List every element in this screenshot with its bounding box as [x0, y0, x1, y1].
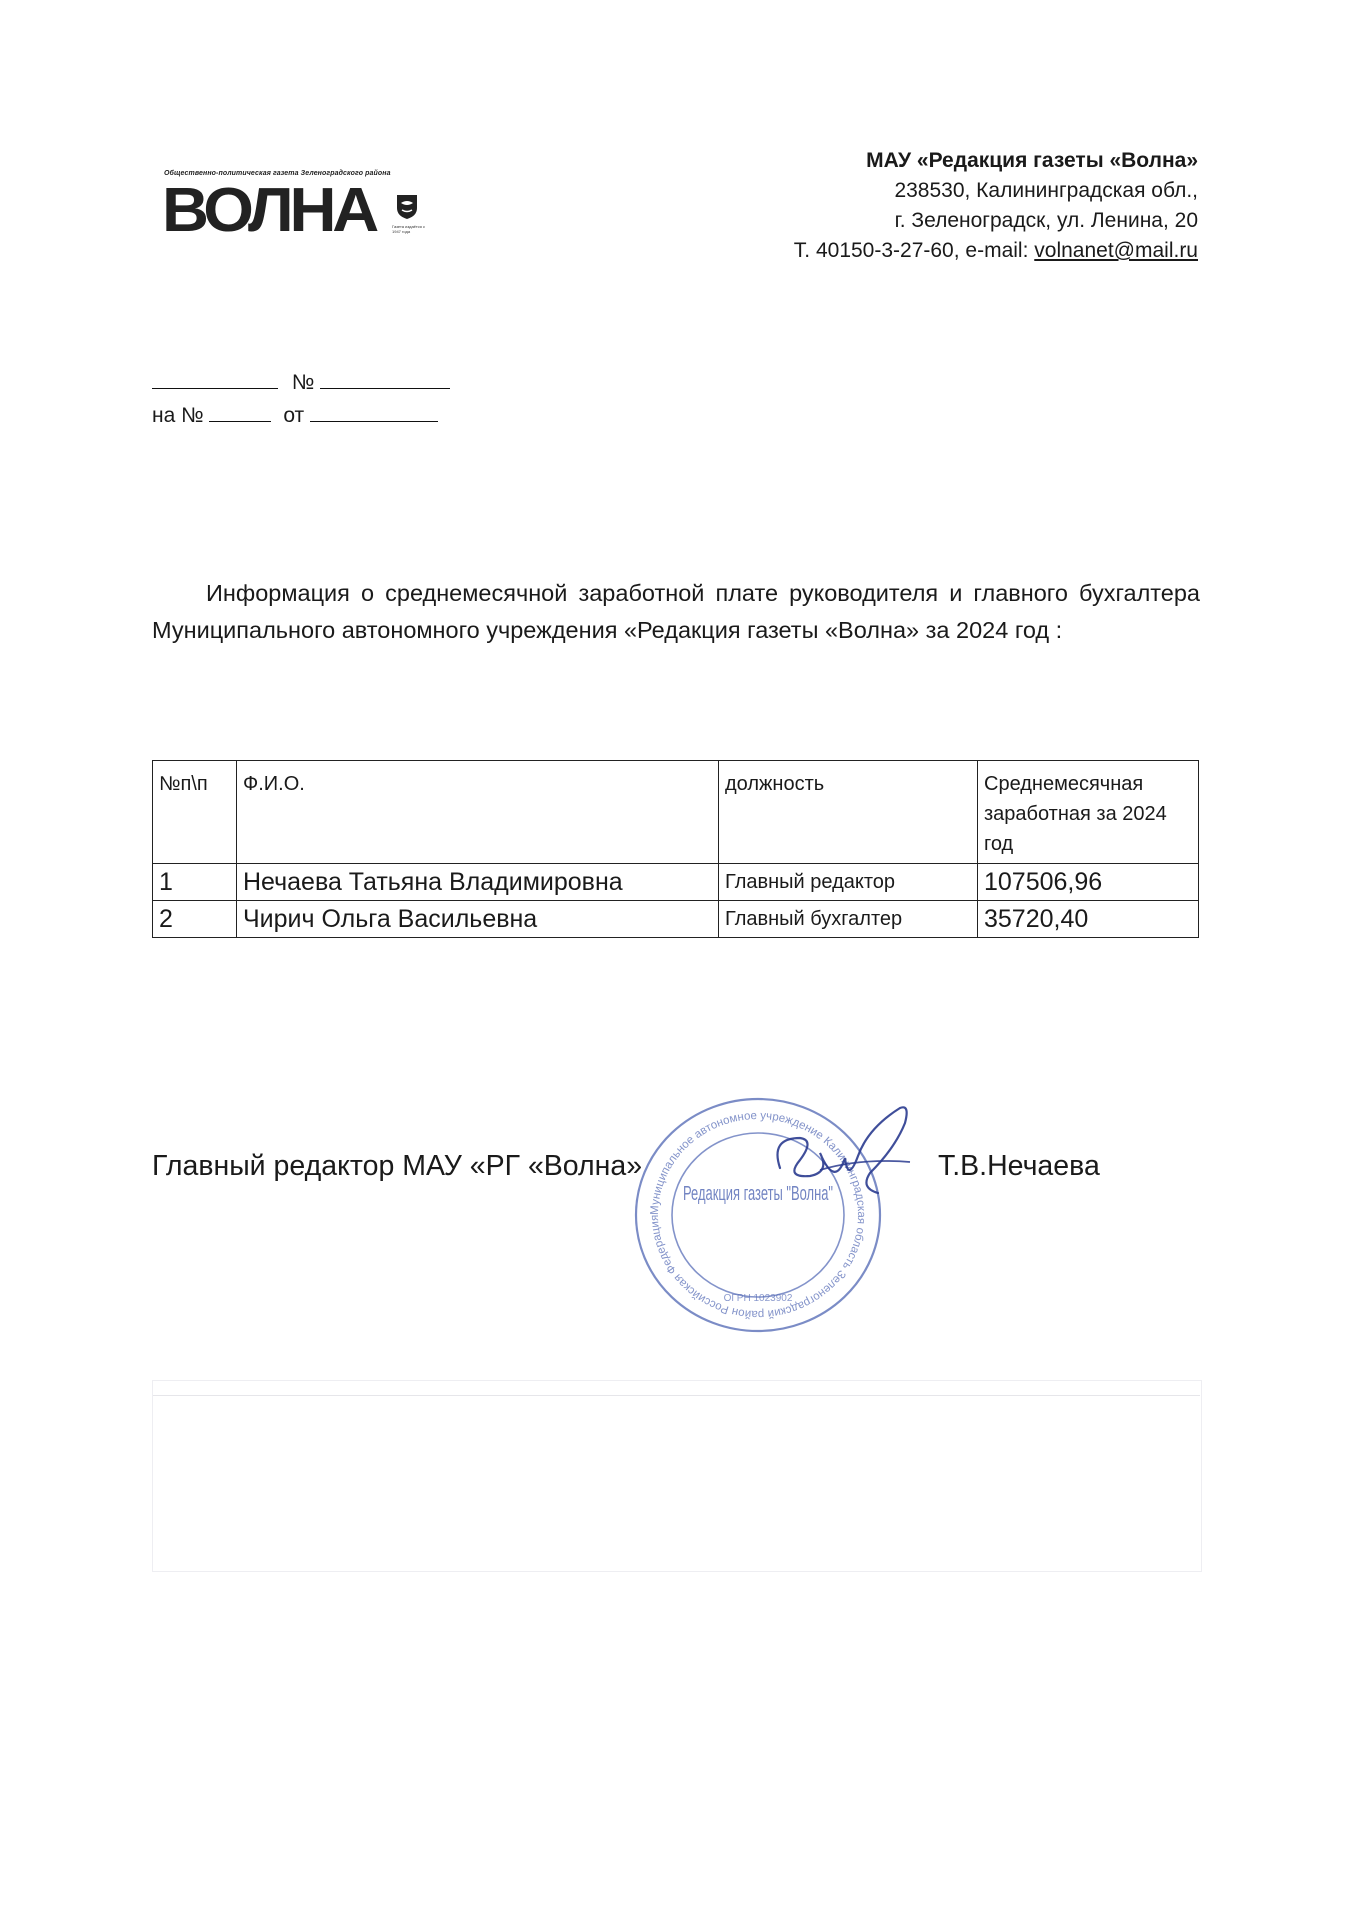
date-blank — [152, 370, 278, 389]
table-header-row — [153, 761, 1199, 864]
cell-num: 2 — [153, 901, 237, 938]
stamp-center-text: Редакция газеты "Волна" — [683, 1183, 833, 1205]
logo-small-note: Газета издаётся с 1947 года — [392, 224, 425, 234]
stamp-ring-text: Муниципальное автономное учреждение Калининградская область Зеленоградский район Российская Федерация — [648, 1109, 868, 1321]
cell-salary: 35720,40 — [978, 901, 1199, 938]
intro-paragraph — [152, 575, 1200, 649]
stamp-ogrn: ОГРН 1023902 — [723, 1293, 793, 1304]
org-name: МАУ «Редакция газеты «Волна» — [866, 149, 1198, 172]
header-num: №п\п — [153, 761, 237, 864]
number-blank — [320, 370, 450, 389]
show-through-table-ghost — [152, 1380, 1202, 1572]
coat-of-arms-icon — [396, 194, 418, 220]
from-label: от — [283, 404, 305, 427]
ref-date-blank — [310, 403, 438, 422]
signatory-name: Т.В.Нечаева — [938, 1150, 1100, 1182]
org-contacts — [794, 236, 1198, 266]
org-postal: 238530, Калининградская обл., — [894, 179, 1198, 202]
org-email-link[interactable]: volnanet@mail.ru — [1034, 239, 1198, 262]
logo-tagline: Общественно-политическая газета Зеленоградского района — [164, 170, 391, 177]
logo-wordmark: ВОЛНА — [162, 176, 376, 245]
cell-fio: Чирич Ольга Васильевна — [237, 901, 719, 938]
ref-label: на № — [152, 404, 204, 427]
handwritten-signature — [760, 1098, 930, 1228]
outgoing-number-line — [152, 368, 450, 398]
organization-header — [794, 146, 1198, 266]
cell-salary: 107506,96 — [978, 864, 1199, 901]
header-fio: Ф.И.О. — [237, 761, 719, 864]
number-label: № — [291, 371, 315, 394]
header-position: должность — [719, 761, 978, 864]
newspaper-logo — [162, 166, 438, 256]
ref-number-blank — [209, 403, 271, 422]
org-address: г. Зеленоградск, ул. Ленина, 20 — [894, 209, 1198, 232]
cell-fio: Нечаева Татьяна Владимировна — [237, 864, 719, 901]
salary-table — [152, 760, 1199, 938]
reference-number-line — [152, 401, 438, 431]
signatory-title: Главный редактор МАУ «РГ «Волна» — [152, 1150, 643, 1182]
intro-text: Информация о среднемесячной заработной плате руководителя и главного бухгалтера Муниципального автономного учреждения «Редакция газеты «Волна» за 2024 год : — [152, 580, 1200, 643]
header-salary: Среднемесячная заработная за 2024 год — [978, 761, 1199, 864]
table-row — [153, 864, 1199, 901]
org-phone: Т. 40150-3-27-60, e-mail: — [793, 239, 1035, 262]
cell-num: 1 — [153, 864, 237, 901]
cell-position: Главный редактор — [719, 864, 978, 901]
table-row — [153, 901, 1199, 938]
cell-position: Главный бухгалтер — [719, 901, 978, 938]
